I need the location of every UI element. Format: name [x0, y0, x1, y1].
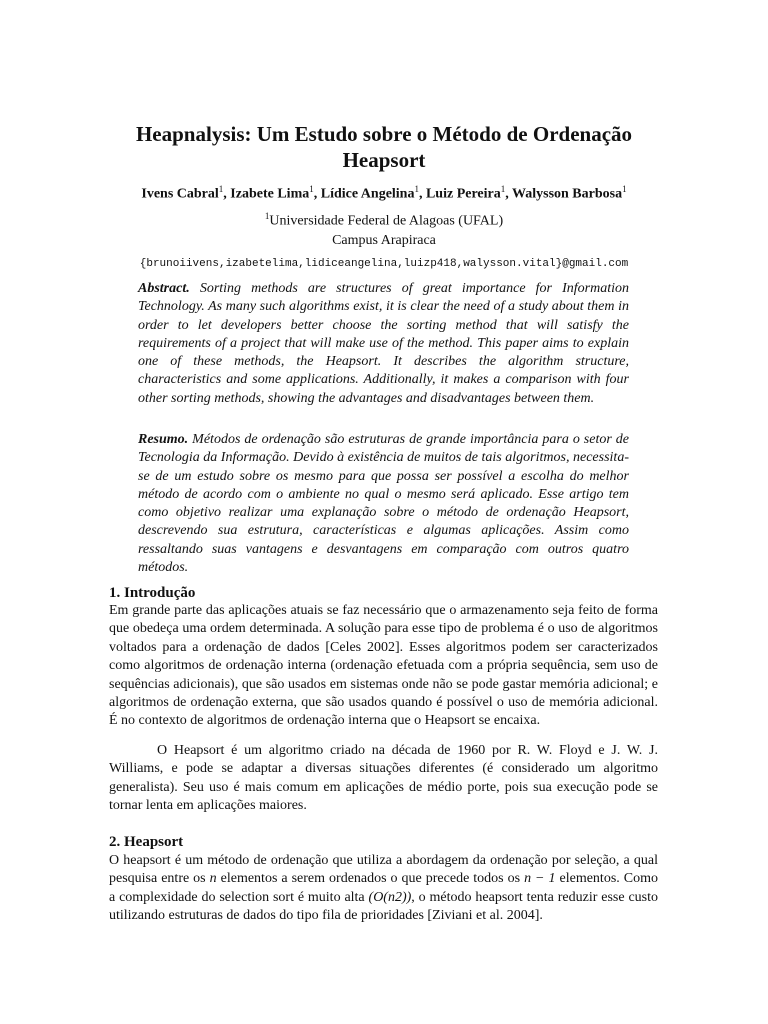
- heapsort-paragraph-1: [109, 852, 658, 926]
- resumo-text: Métodos de ordenação são estruturas de grande importância para o setor de Tecnologia da Informação. Devido à existência de muitos de tais algoritmos, necessita-se de um estudo sobre os mesmo para que possa ser possível a escolha do melhor método de acordo com o ambiente no qual o mesmo será aplicado. Esse artigo tem como objetivo realizar uma explanação sobre o método de ordenação Heapsort, descrevendo sua estrutura, características e algumas aplicações. Assim como ressaltando suas vantagens e desvantagens em comparação com outros quatro métodos.: [138, 432, 629, 576]
- campus-name: Campus Arapiraca: [332, 232, 436, 248]
- author-name: Ivens Cabral: [141, 186, 219, 202]
- affiliation-marker: 1: [218, 184, 224, 194]
- author-name: Lídice Angelina: [320, 186, 415, 202]
- abstract-portuguese: [138, 431, 629, 577]
- abstract-english: [138, 280, 629, 408]
- text-run: elementos. Como a complexidade do selection sort é muito alta: [109, 871, 658, 905]
- author-name: Walysson Barbosa: [512, 186, 623, 202]
- math-expression: n − 1: [524, 871, 556, 887]
- text-run: , o método heapsort tenta reduzir esse custo utilizando estruturas de dados do tipo fila de prioridades [Ziviani et al. 2004].: [109, 889, 659, 924]
- affiliation-marker: 1: [500, 184, 506, 194]
- affiliation-marker: 1: [414, 184, 419, 194]
- institution-name: Universidade Federal de Alagoas (UFAL): [269, 213, 504, 229]
- abstract-label: Abstract.: [138, 281, 190, 296]
- section-heading-heapsort: 2. Heapsort: [109, 834, 184, 850]
- affiliation-marker: 1: [622, 184, 627, 194]
- math-variable: n: [209, 871, 217, 887]
- author-emails: {brunoiivens,izabetelima,lidiceangelina,luizp418,walysson.vital}@gmail.com: [139, 258, 629, 270]
- affiliation-marker: 1: [264, 211, 270, 221]
- author-name: Luiz Pereira: [425, 186, 501, 202]
- text-run: elementos a serem ordenados o que precede todos os: [220, 871, 521, 887]
- abstract-text: Sorting methods are structures of great importance for Information Technology. As many such algorithms exist, it is clear the need of a study about them in order to let developers better choose the sorting method that will satisfy the requirements of a project that will make use of the method. This paper aims to explain one of these methods, the Heapsort. It describes the algorithm structure, characteristics and some applications. Additionally, it makes a comparison with four other sorting methods, showing the advantages and disadvantages between them.: [138, 281, 629, 406]
- affiliation-block: [100, 207, 668, 250]
- text-run: O heapsort é um método de ordenação que utiliza a abordagem da ordenação por seleção, a qual pesquisa entre os: [109, 853, 658, 887]
- paper-title: Heapnalysis: Um Estudo sobre o Método de Ordenação Heapsort: [135, 122, 633, 172]
- intro-paragraph-1: Em grande parte das aplicações atuais se faz necessário que o armazenamento seja feito de forma que obedeça uma ordem determinada. A solução para esse tipo de problema é o uso de algoritmos voltados para a ordenação de dados [Celes 2002]. Esses algoritmos podem ser caracterizados como algoritmos de ordenação interna (ordenação efetuada com a própria sequência, sem uso de sequências adicionais), que são usados em sistemas onde não se pode gastar memória adicional; e algoritmos de ordenação externa, que são usados quando é possível o uso de memória adicional. É no contexto de algoritmos de ordenação interna que o Heapsort se encaixa.: [109, 603, 658, 729]
- intro-paragraph-2: O Heapsort é um algoritmo criado na década de 1960 por R. W. Floyd e J. W. J. Williams, e pode se adaptar a diversas situações diferentes (é considerado um algoritmo generalista). Seu uso é mais comum em aplicações de médio porte, pois sua execução pode se tornar lenta em aplicações maiores.: [109, 743, 658, 814]
- affiliation-marker: 1: [309, 184, 314, 194]
- author-name: Izabete Lima: [230, 186, 310, 202]
- section-heading-introducao: 1. Introdução: [109, 585, 196, 601]
- math-complexity: (O(n2)): [368, 889, 412, 905]
- resumo-label: Resumo.: [138, 432, 189, 447]
- author-list: Ivens Cabral$^1$, Izabete Lima$^1$, Lídice Angelina$^1$, Luiz Pereira$^1$, Walysson Barbosa$^1$: [141, 184, 627, 202]
